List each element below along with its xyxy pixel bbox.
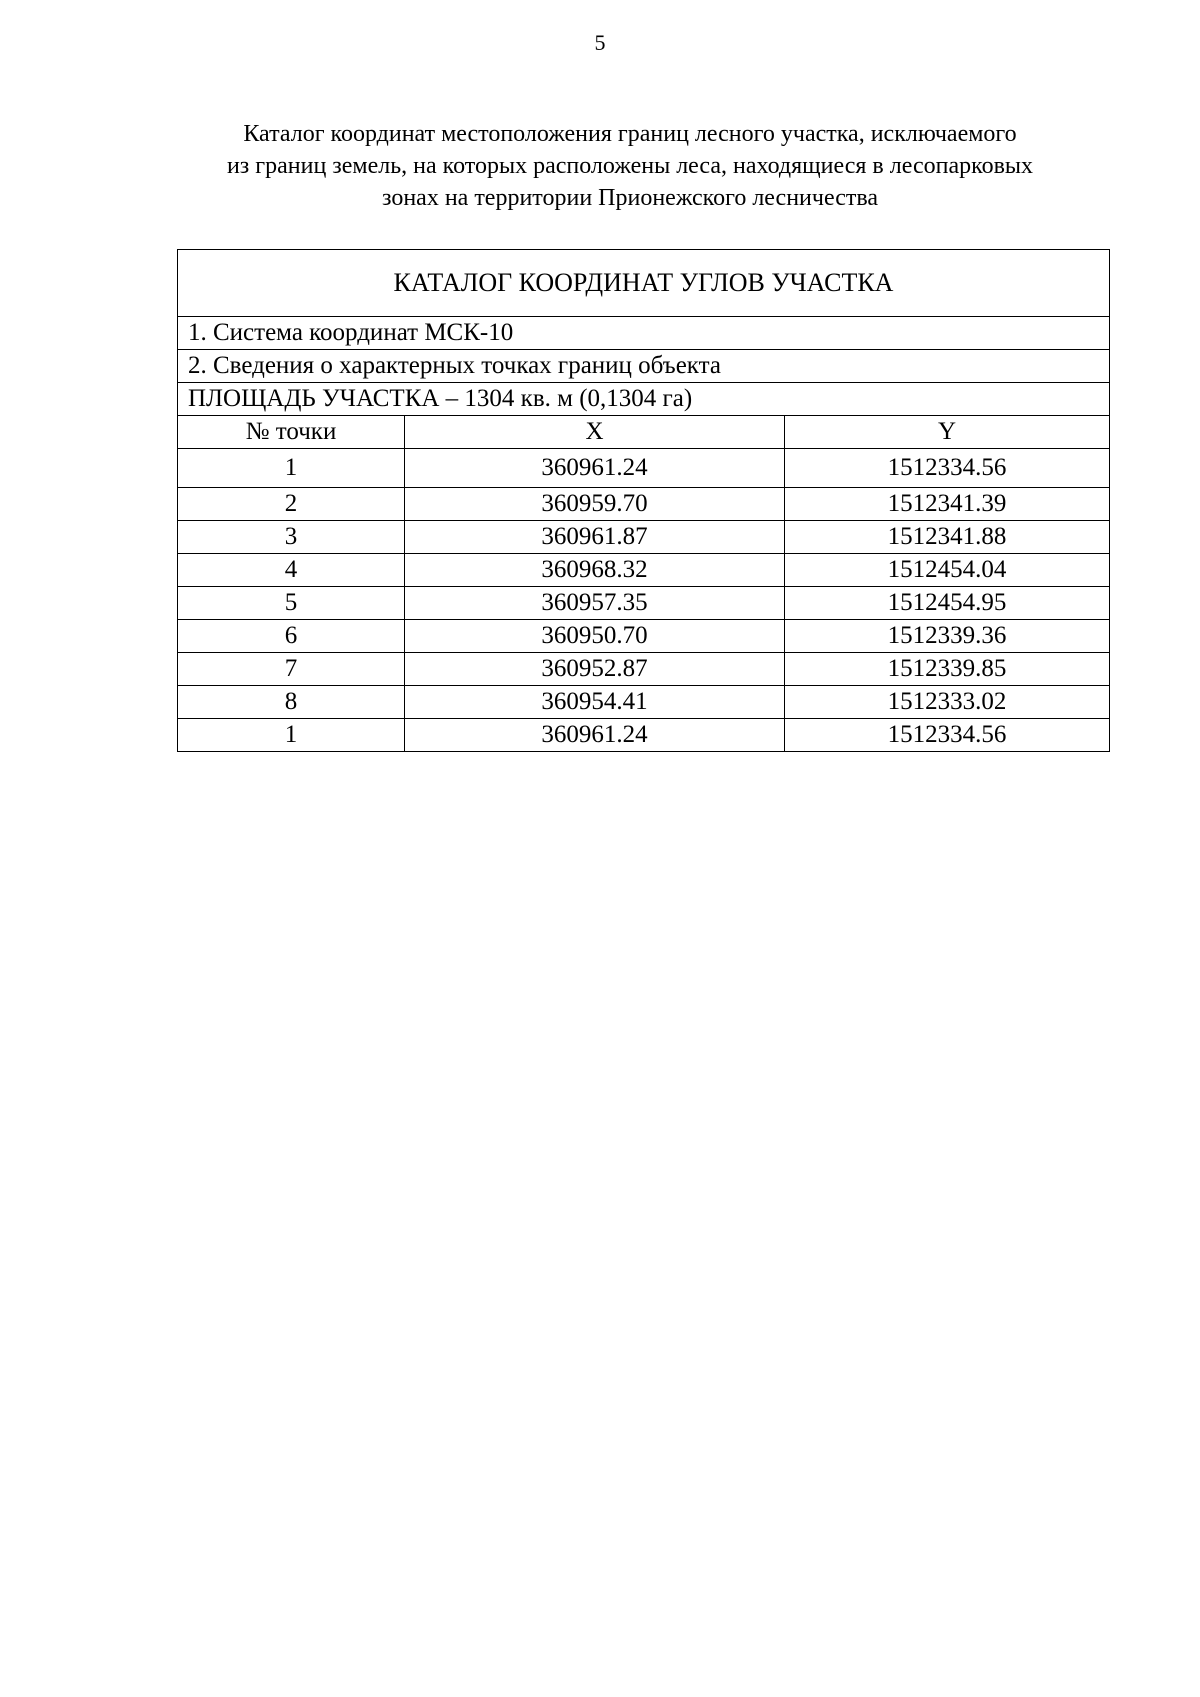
point-number: 4 bbox=[178, 554, 405, 587]
point-number: 2 bbox=[178, 488, 405, 521]
column-header-y: Y bbox=[785, 416, 1110, 449]
table-row bbox=[178, 587, 1110, 620]
table-title-row bbox=[178, 250, 1110, 317]
point-number: 5 bbox=[178, 587, 405, 620]
y-coordinate: 1512454.95 bbox=[785, 587, 1110, 620]
table-row bbox=[178, 554, 1110, 587]
table-info-row bbox=[178, 350, 1110, 383]
table-row bbox=[178, 521, 1110, 554]
x-coordinate: 360961.87 bbox=[405, 521, 785, 554]
x-coordinate: 360959.70 bbox=[405, 488, 785, 521]
page-number: 5 bbox=[594, 30, 606, 55]
point-number: 3 bbox=[178, 521, 405, 554]
point-number: 8 bbox=[178, 686, 405, 719]
y-coordinate: 1512339.36 bbox=[785, 620, 1110, 653]
y-coordinate: 1512339.85 bbox=[785, 653, 1110, 686]
point-number: 1 bbox=[178, 449, 405, 488]
coordinate-system-info: 1. Система координат МСК-10 bbox=[178, 317, 1110, 350]
table-info-row bbox=[178, 317, 1110, 350]
y-coordinate: 1512341.88 bbox=[785, 521, 1110, 554]
x-coordinate: 360961.24 bbox=[405, 719, 785, 752]
heading-line: из границ земель, на которых расположены леса, находящиеся в лесопарковых bbox=[226, 153, 1034, 179]
point-number: 6 bbox=[178, 620, 405, 653]
column-header-point: № точки bbox=[178, 416, 405, 449]
x-coordinate: 360952.87 bbox=[405, 653, 785, 686]
y-coordinate: 1512333.02 bbox=[785, 686, 1110, 719]
document-heading bbox=[100, 118, 1160, 214]
table-header-row bbox=[178, 416, 1110, 449]
coordinates-table bbox=[177, 249, 1110, 752]
table-row bbox=[178, 620, 1110, 653]
x-coordinate: 360961.24 bbox=[405, 449, 785, 488]
x-coordinate: 360950.70 bbox=[405, 620, 785, 653]
x-coordinate: 360957.35 bbox=[405, 587, 785, 620]
y-coordinate: 1512334.56 bbox=[785, 719, 1110, 752]
table-info-row bbox=[178, 383, 1110, 416]
heading-line: зонах на территории Прионежского лесничества bbox=[381, 185, 879, 211]
y-coordinate: 1512341.39 bbox=[785, 488, 1110, 521]
y-coordinate: 1512334.56 bbox=[785, 449, 1110, 488]
point-number: 1 bbox=[178, 719, 405, 752]
boundary-points-info: 2. Сведения о характерных точках границ объекта bbox=[178, 350, 1110, 383]
y-coordinate: 1512454.04 bbox=[785, 554, 1110, 587]
column-header-x: X bbox=[405, 416, 785, 449]
x-coordinate: 360968.32 bbox=[405, 554, 785, 587]
point-number: 7 bbox=[178, 653, 405, 686]
table-row bbox=[178, 488, 1110, 521]
table-title: КАТАЛОГ КООРДИНАТ УГЛОВ УЧАСТКА bbox=[178, 250, 1110, 317]
table-row bbox=[178, 719, 1110, 752]
table-row bbox=[178, 449, 1110, 488]
x-coordinate: 360954.41 bbox=[405, 686, 785, 719]
table-row bbox=[178, 686, 1110, 719]
heading-line: Каталог координат местоположения границ лесного участка, исключаемого bbox=[243, 121, 1017, 147]
table-row bbox=[178, 653, 1110, 686]
plot-area-info: ПЛОЩАДЬ УЧАСТКА – 1304 кв. м (0,1304 га) bbox=[178, 383, 1110, 416]
